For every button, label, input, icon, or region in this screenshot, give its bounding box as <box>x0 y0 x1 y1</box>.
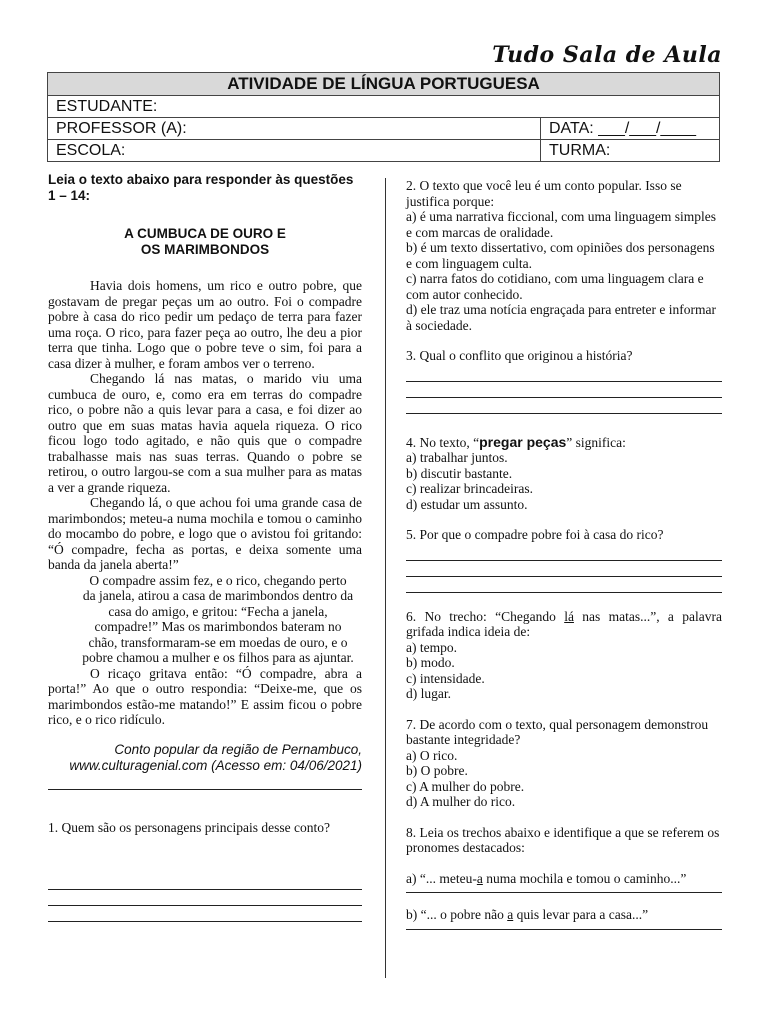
excerpt-text: numa mochila e tomou o caminho...” <box>482 870 687 886</box>
option-a[interactable]: a) O rico. <box>406 747 458 763</box>
header-table <box>47 72 720 162</box>
option-a[interactable]: a) trabalhar juntos. <box>406 450 508 465</box>
option-c[interactable]: c) intensidade. <box>406 670 485 686</box>
stem-text: 4. No texto, “ <box>406 434 480 450</box>
story-text <box>48 278 362 728</box>
option-d[interactable]: d) estudar um assunto. <box>406 496 528 512</box>
question-6 <box>406 609 722 702</box>
right-column <box>406 178 722 930</box>
excerpt-b <box>406 907 722 923</box>
underlined-pronoun: a <box>476 870 483 886</box>
question-stem <box>406 609 722 640</box>
column-divider <box>385 178 386 978</box>
option-d[interactable]: d) A mulher do rico. <box>406 794 516 809</box>
story-source: Conto popular da região de Pernambuco, www.culturagenial.com (Acesso em: 04/06/2021) <box>69 741 362 773</box>
answer-line[interactable] <box>406 577 722 593</box>
question-stem: 8. Leia os trechos abaixo e identifique a que se referem os pronomes destacados: <box>406 824 720 855</box>
stem-text: nas matas...”, a palavra grifada indica ideia de: <box>406 608 722 639</box>
option-b[interactable]: b) é um texto dissertativo, com opiniões dos personagens e com linguagem culta. <box>406 240 715 271</box>
underlined-pronoun: a <box>507 907 514 922</box>
story-title-line2: OS MARIMBONDOS <box>140 242 270 257</box>
story-paragraph: Havia dois homens, um rico e outro pobre, que gostavam de pregar peças um ao outro. Foi o compadre pobre à casa do rico pedir um pedaço de terra para fazer uma roça. O rico, para fazer peça ao outro, lhe deu a pior terra que tinha. Logo que o pobre teve o sim, foi para a casa dizer à mulher, e foram ambos ver o terreno. <box>48 278 362 371</box>
answer-line[interactable] <box>406 382 722 398</box>
student-field[interactable]: ESTUDANTE: <box>48 96 720 118</box>
question-7 <box>406 717 722 810</box>
section-divider <box>48 789 362 790</box>
answer-line[interactable] <box>48 874 362 890</box>
answer-line[interactable] <box>48 906 362 922</box>
story-paragraph: Chegando lá, o que achou foi uma grande casa de marimbondos; meteu-a numa mochila e tomou o caminho do mocambo do pobre, e logo que o avistou foi gritando: “Ó compadre, fecha as portas, e deixa somente uma banda da janela aberta!” <box>48 495 362 572</box>
brand-logo: Tudo Sala de Aula <box>492 42 722 68</box>
teacher-field[interactable]: PROFESSOR (A): <box>48 118 541 140</box>
class-field[interactable]: TURMA: <box>541 140 720 162</box>
answer-line[interactable] <box>406 886 722 893</box>
option-b[interactable]: b) modo. <box>406 655 455 670</box>
answer-lines-q1[interactable] <box>48 874 362 922</box>
stem-text: 6. No trecho: “Chegando <box>406 608 565 624</box>
option-d[interactable]: d) ele traz uma notícia engraçada para entreter e informar à sociedade. <box>406 302 716 333</box>
school-field[interactable]: ESCOLA: <box>48 140 541 162</box>
question-stem <box>406 435 722 451</box>
question-3: 3. Qual o conflito que originou a história? <box>406 348 633 363</box>
answer-line[interactable] <box>48 890 362 906</box>
excerpt-a <box>406 871 722 887</box>
story-title <box>48 226 362 258</box>
option-c[interactable]: c) narra fatos do cotidiano, com uma linguagem clara e com autor conhecido. <box>406 271 704 302</box>
page-title: ATIVIDADE DE LÍNGUA PORTUGUESA <box>48 73 720 96</box>
answer-line[interactable] <box>406 366 722 382</box>
story-paragraph: Chegando lá nas matas, o marido viu uma cumbuca de ouro, e, como era em terras do compadre rico, o pobre não a quis levar para a casa, e foi dizer ao outro que em suas matas havia aquela riqueza. O rico ficou logo todo agitado, e não quis que o compadre trabalhasse mais nas suas terras. Quando o pobre se retirou, o outro largou-se com a sua mulher para as matas a ver a grande riqueza. <box>48 371 362 495</box>
option-a[interactable]: a) tempo. <box>406 639 457 655</box>
question-stem: 2. O texto que você leu é um conto popular. Isso se justifica porque: <box>406 178 682 209</box>
answer-line[interactable] <box>406 545 722 561</box>
underlined-term: lá <box>564 608 574 624</box>
date-field[interactable]: DATA: ___/___/____ <box>541 118 720 140</box>
stem-text: ” significa: <box>566 434 626 450</box>
excerpt-text: quis levar para a casa...” <box>513 907 649 922</box>
option-b[interactable]: b) O pobre. <box>406 763 468 778</box>
question-4 <box>406 435 722 513</box>
answer-line[interactable] <box>406 923 722 930</box>
instruction: Leia o texto abaixo para responder às questões 1 – 14: <box>48 172 354 203</box>
option-a[interactable]: a) é uma narrativa ficcional, com uma linguagem simples e com marcas de oralidade. <box>406 209 717 240</box>
question-1: 1. Quem são os personagens principais desse conto? <box>48 819 330 835</box>
excerpt-text: b) “... o pobre não <box>406 907 508 922</box>
answer-line[interactable] <box>406 561 722 577</box>
answer-lines-q5[interactable] <box>406 545 722 593</box>
option-d[interactable]: d) lugar. <box>406 686 451 701</box>
story-title-line1: A CUMBUCA DE OURO E <box>124 226 286 241</box>
answer-lines-q3[interactable] <box>406 366 722 414</box>
answer-line[interactable] <box>406 398 722 414</box>
option-c[interactable]: c) realizar brincadeiras. <box>406 481 534 496</box>
question-8 <box>406 825 722 930</box>
left-column <box>48 172 362 922</box>
question-stem: 7. De acordo com o texto, qual personagem demonstrou bastante integridade? <box>406 716 709 747</box>
story-paragraph: O compadre assim fez, e o rico, chegando perto da janela, atirou a casa de marimbondos dentro da casa do amigo, e gritou: “Fecha a janela, compadre!” Mas os marimbondos bateram no chão, transformaram-se em moedas de ouro, e o pobre chamou a mulher e os filhos para as ajuntar. <box>82 572 354 665</box>
question-5: 5. Por que o compadre pobre foi à casa do rico? <box>406 527 664 542</box>
option-c[interactable]: c) A mulher do pobre. <box>406 778 525 794</box>
option-b[interactable]: b) discutir bastante. <box>406 465 513 481</box>
question-2 <box>406 178 722 333</box>
excerpt-text: a) “... meteu- <box>406 870 477 886</box>
highlighted-term: pregar peças <box>479 433 567 450</box>
story-paragraph: O ricaço gritava então: “Ó compadre, abra a porta!” Ao que o outro respondia: “Deixe-me, que os marimbondos estão-me matando!” E assim ficou o pobre rico, e o rico ridículo. <box>48 665 362 727</box>
